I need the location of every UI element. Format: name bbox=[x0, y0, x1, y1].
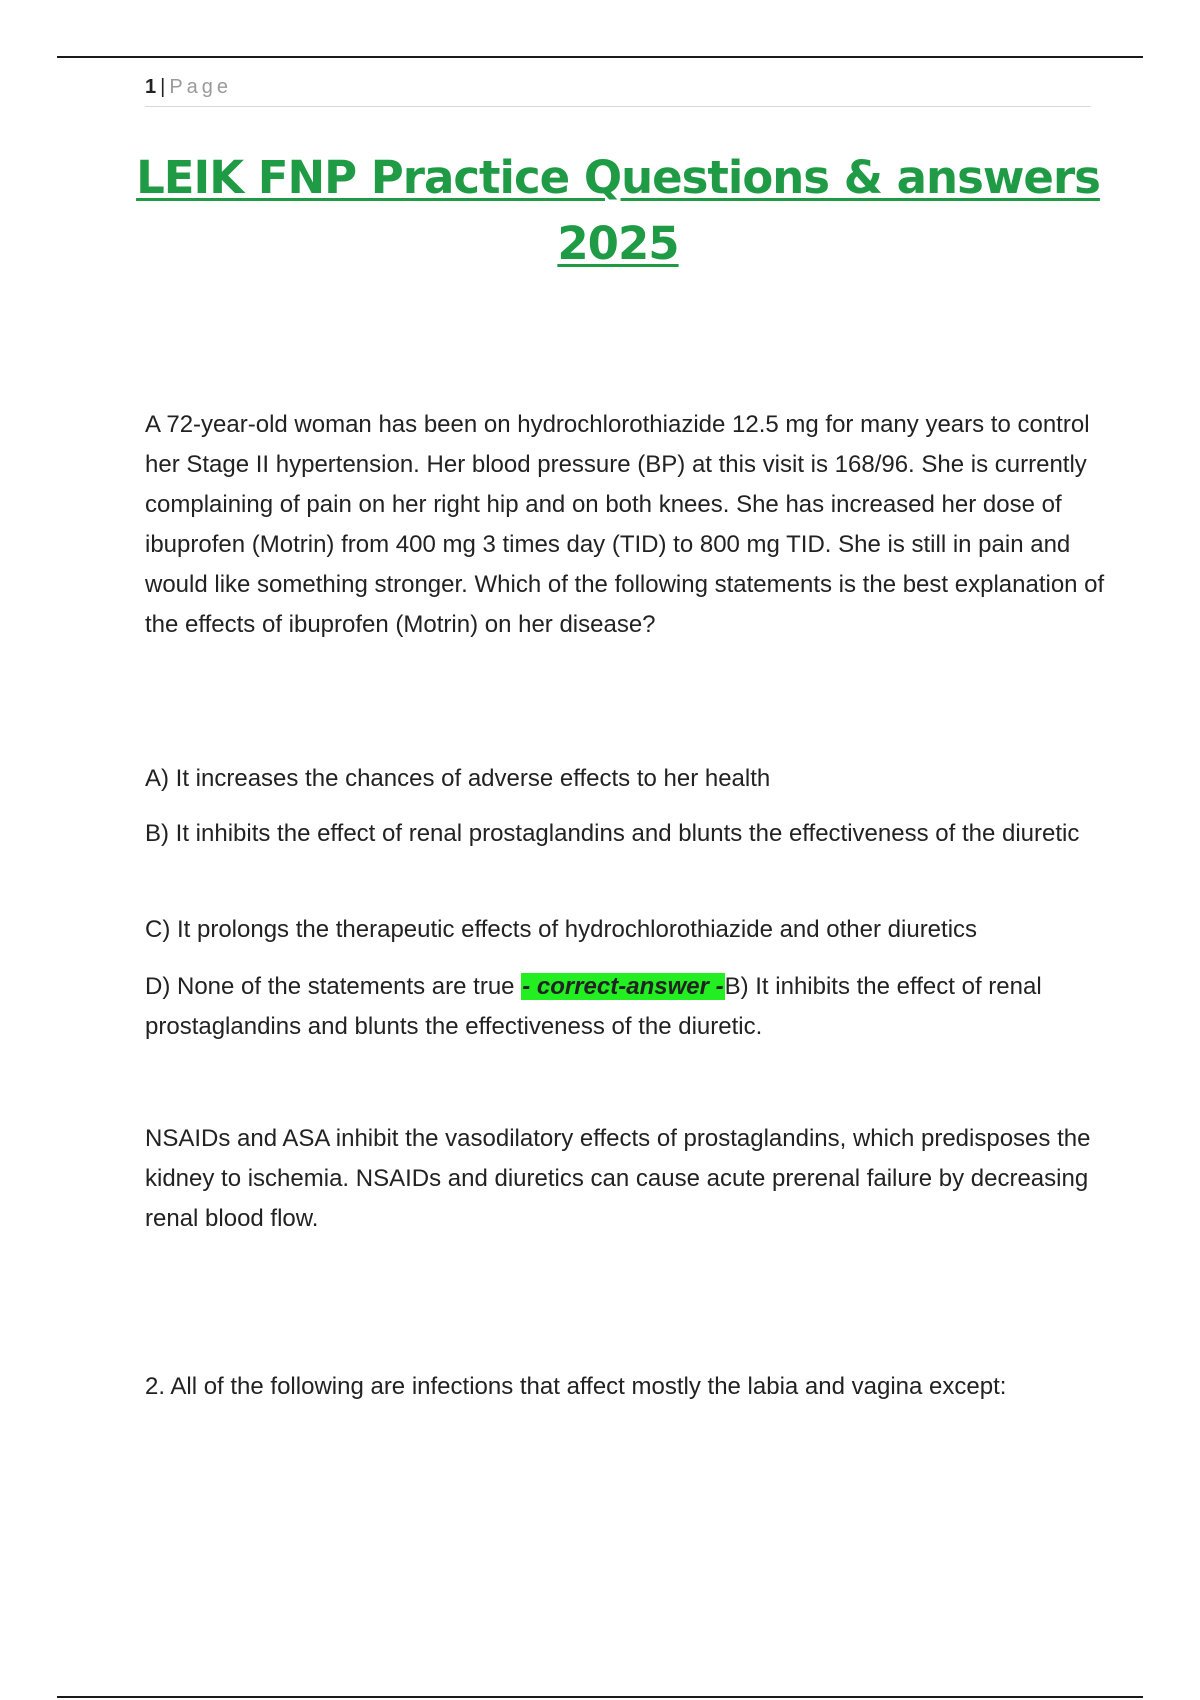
bottom-rule bbox=[57, 1696, 1143, 1698]
question-1-stem: A 72-year-old woman has been on hydrochlorothiazide 12.5 mg for many years to control her Stage II hypertension. Her blood pressure (BP) at this visit is 168/96. She is currently complaining of pain on her right hip and on both knees. She has increased her dose of ibuprofen (Motrin) from 400 mg 3 times day (TID) to 800 mg TID. She is still in pain and would like something stronger. Which of the following statements is the best explanation of the effects of ibuprofen (Motrin) on her disease? bbox=[145, 411, 1105, 638]
title-line-2: 2025 bbox=[557, 217, 679, 270]
option-d-with-answer bbox=[145, 967, 1105, 1047]
answer-explanation: NSAIDs and ASA inhibit the vasodilatory effects of prostaglandins, which predisposes the kidney to ischemia. NSAIDs and diuretics can cause acute prerenal failure by decreasing renal blood flow. bbox=[145, 1125, 1091, 1232]
question-2-stem: 2. All of the following are infections that affect mostly the labia and vagina except: bbox=[145, 1373, 1007, 1400]
page-header bbox=[145, 74, 1091, 107]
answer-text: B) It inhibits the effect of renal prostaglandins and blunts the effectiveness of the diuretic. bbox=[145, 973, 1042, 1040]
page-label: Page bbox=[169, 76, 233, 98]
page-separator: | bbox=[160, 76, 166, 98]
option-d: D) None of the statements are true bbox=[145, 973, 522, 1000]
title-line-1: LEIK FNP Practice Questions & answers bbox=[136, 151, 1100, 204]
option-a: A) It increases the chances of adverse effects to her health bbox=[145, 765, 771, 792]
option-b: B) It inhibits the effect of renal prostaglandins and blunts the effectiveness of the diuretic bbox=[145, 820, 1080, 847]
top-rule bbox=[57, 56, 1143, 58]
option-c: C) It prolongs the therapeutic effects of hydrochlorothiazide and other diuretics bbox=[145, 916, 978, 943]
correct-answer-highlight: - correct-answer - bbox=[522, 973, 724, 1000]
document-title bbox=[130, 145, 1106, 277]
page-number: 1 bbox=[145, 76, 157, 98]
